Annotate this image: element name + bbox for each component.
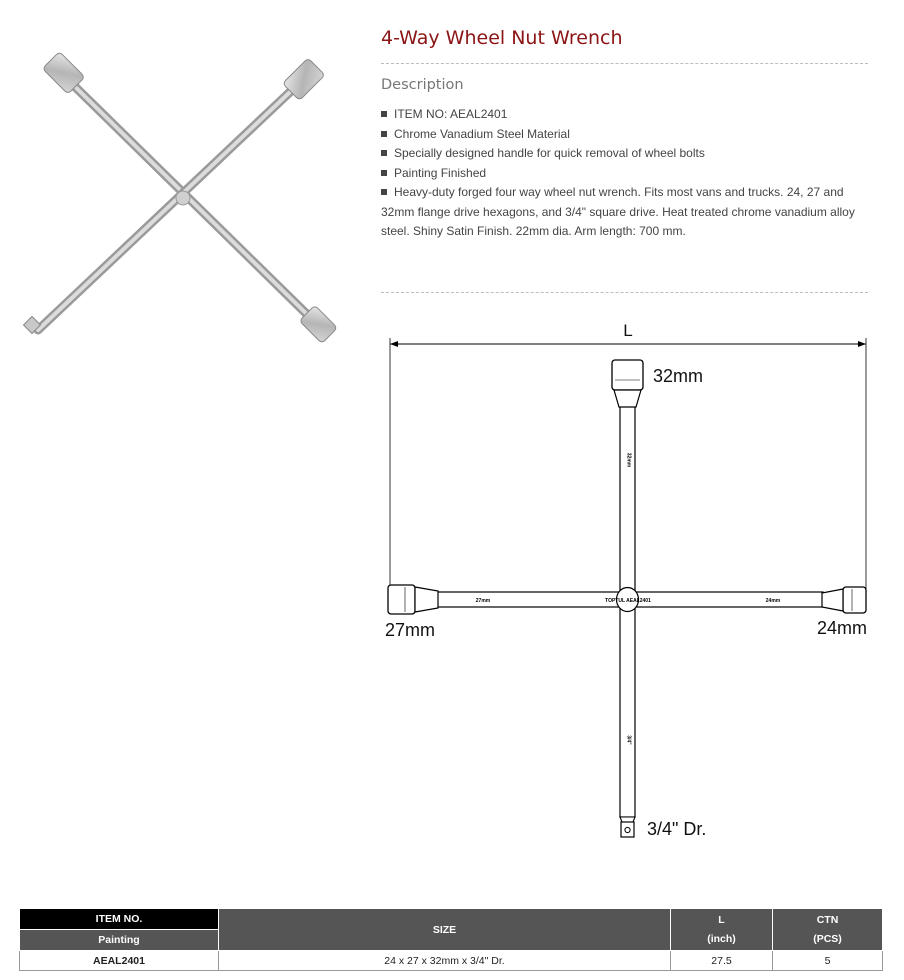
feature-item — [381, 105, 866, 125]
feature-text: Chrome Vanadium Steel Material — [394, 126, 570, 141]
header-item-no: ITEM NO. — [20, 909, 219, 930]
top-socket — [612, 360, 643, 390]
left-arm-mark: 27mm — [475, 598, 491, 604]
header-length — [671, 909, 773, 951]
feature-text: Specially designed handle for quick removal of wheel bolts — [394, 146, 705, 160]
feature-list — [381, 105, 866, 242]
header-ctn — [773, 909, 883, 951]
square-bullet-icon — [381, 189, 387, 195]
bottom-arm-mark: 3/4" — [625, 735, 632, 745]
technical-drawing — [375, 312, 885, 852]
header-length-unit: (inch) — [707, 932, 736, 945]
cell-size: 24 x 27 x 32mm x 3/4" Dr. — [219, 951, 671, 971]
top-arm-mark: 32mm — [625, 452, 632, 468]
cell-item-no: AEAL2401 — [20, 951, 219, 971]
left-socket — [388, 585, 415, 614]
feature-text: Heavy-duty forged four way wheel nut wrench. Fits most vans and trucks. 24, 27 and 32mm flange drive hexagons, and 3/4" square drive. Heat treated chrome vanadium alloy steel. Shiny Satin Finish. 22mm dia. Arm length: 700 mm. — [381, 185, 855, 238]
table-row — [20, 951, 883, 971]
header-size: SIZE — [219, 909, 671, 951]
right-arm-mark: 24mm — [765, 598, 781, 604]
square-bullet-icon — [381, 170, 387, 176]
left-socket-label: 27mm — [385, 620, 436, 640]
arrow-left-icon — [390, 341, 398, 347]
square-bullet-icon — [381, 150, 387, 156]
brand-mark: TOPTUL AEAL2401 — [605, 598, 651, 604]
description-heading: Description — [381, 77, 464, 93]
right-socket-label: 24mm — [817, 618, 868, 638]
header-ctn-label: CTN — [816, 913, 839, 926]
right-socket — [843, 587, 866, 613]
drive-label: 3/4" Dr. — [647, 819, 707, 839]
spec-table — [19, 908, 883, 971]
feature-item — [381, 144, 866, 164]
section-divider — [381, 292, 868, 293]
feature-item — [381, 183, 866, 242]
cell-ctn: 5 — [773, 951, 883, 971]
feature-item — [381, 164, 866, 184]
header-painting: Painting — [20, 930, 219, 951]
header-length-label: L — [718, 913, 725, 926]
top-socket-label: 32mm — [653, 366, 704, 386]
header-ctn-unit: (PCS) — [813, 932, 842, 945]
square-bullet-icon — [381, 131, 387, 137]
product-title: 4-Way Wheel Nut Wrench — [381, 27, 623, 49]
feature-text: Painting Finished — [394, 165, 487, 180]
square-bullet-icon — [381, 111, 387, 117]
arrow-right-icon — [858, 341, 866, 347]
feature-text: ITEM NO: AEAL2401 — [394, 107, 508, 121]
title-divider — [381, 63, 868, 64]
feature-item — [381, 125, 866, 145]
product-photo — [18, 40, 348, 350]
cell-length: 27.5 — [671, 951, 773, 971]
length-label: L — [623, 321, 633, 340]
